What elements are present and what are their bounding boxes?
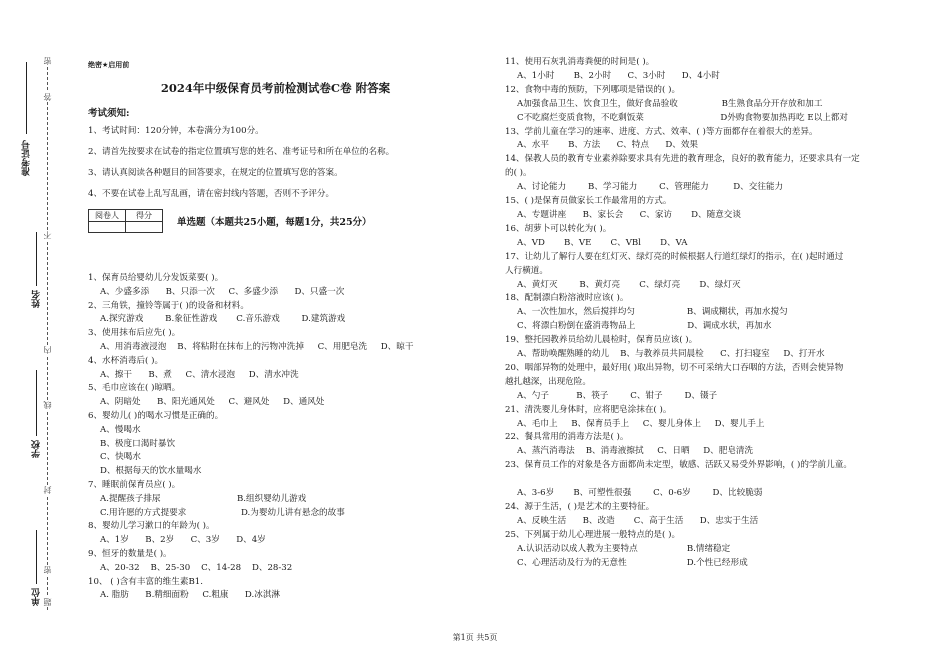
question-item — [505, 251, 925, 293]
answer-options[interactable]: A、20-32 B、25-30 C、14-28 D、28-32 — [100, 562, 293, 573]
question-text: 8、婴幼儿学习漱口的年龄为( )。 — [88, 521, 215, 532]
answer-options[interactable]: C.用许愿的方式提要求 D.为婴幼儿讲有悬念的故事 — [100, 507, 345, 518]
question-item — [88, 300, 463, 328]
answer-options[interactable]: A、帮助唤醒熟睡的幼儿 B、与教养员共同晨检 C、打扫寝室 D、打开水 — [517, 349, 825, 360]
answer-options[interactable]: A、3-6岁 B、可塑性很强 C、0-6岁 D、比较脆弱 — [517, 488, 763, 499]
page-number: 第1页 共5页 — [452, 633, 498, 642]
unit-line[interactable] — [36, 530, 37, 584]
score-row — [88, 208, 463, 234]
question-text: 6、婴幼儿( )的喝水习惯是正确的。 — [88, 410, 224, 421]
exam-number-line[interactable] — [26, 62, 27, 134]
left-column — [88, 56, 463, 603]
seal-dashed-line — [47, 62, 48, 610]
answer-options[interactable]: B、极度口渴时暴饮 — [100, 438, 176, 449]
question-item — [505, 334, 925, 362]
question-item — [505, 362, 925, 404]
question-item — [505, 292, 925, 334]
question-item — [88, 382, 463, 410]
section-title: 单选题（本题共25小题，每题1分，共25分） — [177, 217, 372, 228]
question-item — [88, 272, 463, 300]
question-item — [88, 479, 463, 520]
question-text: 9、恒牙的数量是( )。 — [88, 548, 172, 559]
question-item — [88, 576, 463, 604]
name-line[interactable] — [36, 232, 37, 286]
notice-item: 4、不要在试卷上乱写乱画，请在密封线内答题，否则不予评分。 — [88, 189, 335, 199]
question-text: 10、 ( )含有丰富的维生素B1. — [88, 576, 203, 587]
question-item — [88, 520, 463, 548]
question-item — [88, 327, 463, 355]
notice-item: 1、考试时间：120分钟，本卷满分为100分。 — [88, 126, 264, 136]
notice-heading: 考试须知: — [88, 108, 130, 119]
question-text: 17、让幼儿了解行人要在红灯灭、绿灯亮的时候根据人行道红绿灯的指示，在( )起时通过 — [505, 251, 844, 262]
answer-options[interactable]: A、反映生活 B、改造 C、高于生活 D、忠实于生活 — [517, 515, 759, 526]
question-text: 15、( )是保育员做家长工作最常用的方式。 — [505, 196, 672, 207]
question-text: 3、使用抹布后应先( )。 — [88, 328, 181, 339]
answer-options[interactable]: A、讨论能力 B、学习能力 C、管理能力 D、交往能力 — [517, 182, 784, 193]
answer-options[interactable]: A、一次性加水，然后搅拌均匀 B、调成糊状，再加水搅匀 — [517, 307, 788, 318]
question-text: 24、源于生活，( )是艺术的主要特征。 — [505, 502, 655, 512]
question-item — [505, 56, 925, 84]
right-question-list — [505, 56, 925, 571]
question-item — [505, 529, 925, 571]
answer-options[interactable]: A、蒸汽消毒法 B、消毒液擦拭 C、日晒 D、肥皂清洗 — [517, 446, 754, 457]
answer-options[interactable]: C、快喝水 — [100, 452, 141, 463]
question-text: 1、保育员给婴幼儿分发饭菜要( )。 — [88, 273, 224, 283]
answer-options[interactable]: A、擦干 B、煮 C、清水浸泡 D、清水冲洗 — [100, 369, 299, 380]
answer-options[interactable]: A.认识活动以成人教为主要特点 B.情绪稳定 — [517, 543, 731, 554]
answer-options[interactable]: D、根据每天的饮水量喝水 — [100, 466, 202, 477]
answer-options[interactable]: A、毛巾上 B、保育员手上 C、婴儿身体上 D、婴儿手上 — [517, 418, 765, 429]
binding-strip — [0, 0, 60, 671]
question-text: 20、咽部异物的处理中，最好用( )取出异物，切不可采纳大口吞咽的方法，否则会使异物 — [505, 362, 844, 373]
question-item — [505, 195, 925, 223]
school-label: 学校 — [32, 440, 42, 458]
cut-mark-3: 内 — [43, 346, 52, 354]
question-text: 12、食物中毒的预防，下列哪项是错误的( )。 — [505, 84, 681, 95]
notice-item: 3、请认真阅读各种题目的回答要求，在规定的位置填写您的答案。 — [88, 168, 343, 178]
secret-mark: 绝密★启用前 — [88, 61, 130, 69]
question-text: 2、三角铁，撞铃等属于( )的设备和材料。 — [88, 300, 249, 311]
grader-cell[interactable] — [89, 222, 126, 233]
question-item — [505, 459, 925, 501]
exam-number-label: 准考证号 — [22, 140, 32, 176]
question-text: 14、保教人员的教育专业素养除要求具有先进的教育理念，良好的教育能力，还要求具有一定 — [505, 154, 860, 165]
question-text-continued: 的( )。 — [505, 168, 532, 179]
cut-mark-6: 密 — [43, 566, 52, 574]
question-text-continued: 越扎越深，出现危险。 — [505, 376, 591, 387]
question-text: 23、保育员工作的对象是各方面都尚未定型，敏感、活跃又易受外界影响，( )的学前儿童。 — [505, 460, 852, 471]
question-text: 16、胡萝卜可以转化为( )。 — [505, 223, 612, 234]
question-text: 7、睡眠前保育员应( )。 — [88, 479, 181, 490]
left-question-list — [88, 272, 463, 603]
question-item — [505, 153, 925, 195]
answer-options[interactable]: A加强食品卫生、饮食卫生，做好食品验收 B生熟食品分开存放和加工 — [517, 98, 823, 109]
question-text-continued: 人行横道。 — [505, 265, 548, 276]
question-text: 18、配制漂白粉溶液时应该( )。 — [505, 293, 629, 304]
cut-mark-7: 题 — [43, 598, 52, 606]
question-item — [505, 501, 925, 529]
unit-label: 单位 — [32, 588, 42, 606]
answer-options[interactable]: A. 脂肪 B.精细面粉 C.粗康 D.冰淇淋 — [100, 590, 281, 601]
school-line[interactable] — [36, 370, 37, 436]
cut-mark-5: 封 — [43, 486, 52, 494]
score-header: 得分 — [126, 210, 163, 222]
score-table — [88, 209, 163, 233]
question-item — [505, 84, 925, 126]
answer-options[interactable]: A、黄灯灭 B、黄灯亮 C、绿灯亮 D、绿灯灭 — [517, 279, 741, 290]
question-text: 19、整托园教养员给幼儿晨检时，保育员应该( )。 — [505, 335, 698, 346]
answer-options[interactable]: A、VD B、VE C、VBl D、VA — [517, 237, 688, 248]
answer-options[interactable]: C、心理活动及行为的无意性 D.个性已经形成 — [517, 557, 748, 568]
answer-options[interactable]: A、1小时 B、2小时 C、3小时 D、4小时 — [517, 70, 720, 81]
answer-options[interactable]: A、专题讲座 B、家长会 C、家访 D、随意交谈 — [517, 209, 741, 220]
cut-mark-8: 答 — [43, 93, 52, 101]
answer-options[interactable]: A、慢喝水 — [100, 424, 141, 435]
question-text: 4、水杯消毒后( )。 — [88, 355, 164, 366]
question-item — [505, 126, 925, 154]
question-text: 21、清洗婴儿身体时，应将肥皂涂抹在( )。 — [505, 404, 672, 415]
answer-options[interactable] — [505, 473, 925, 487]
question-item — [505, 431, 925, 459]
grader-header: 阅卷人 — [89, 210, 126, 222]
answer-options[interactable]: C不吃腐烂变质食物，不吃剩饭菜 D外购食物要加热再吃 E以上都对 — [517, 112, 848, 123]
notice-item: 2、请首先按要求在试卷的指定位置填写您的姓名、准考证号和所在单位的名称。 — [88, 147, 395, 157]
answer-options[interactable]: A、勺子 B、筷子 C、钳子 D、镊子 — [517, 390, 718, 401]
cut-mark-4: 线 — [43, 401, 52, 409]
question-text: 13、学前儿童在学习的速率、进度、方式、效率、( )等方面都存在着很大的差异。 — [505, 126, 818, 137]
question-text: 5、毛巾应该在( )晾晒。 — [88, 383, 181, 394]
cut-mark-2: 不 — [43, 231, 52, 239]
answer-options[interactable]: A、水平 B、方法 C、特点 D、效果 — [517, 140, 699, 151]
page-title: 2024年中级保育员考前检测试卷C卷 附答案 — [160, 81, 391, 95]
answer-options[interactable]: A、阴暗处 B、阳光通风处 C、避风处 D、通风处 — [100, 397, 325, 408]
question-text: 25、下列属于幼儿心理进展一般特点的是( )。 — [505, 529, 681, 540]
question-text: 22、餐具常用的消毒方法是( )。 — [505, 432, 629, 443]
question-item — [88, 548, 463, 576]
answer-options[interactable]: A、1岁 B、2岁 C、3岁 D、4岁 — [100, 535, 266, 546]
cut-mark-1: 密 — [43, 57, 52, 65]
answer-options[interactable]: A、用消毒液浸泡 B、将粘附在抹布上的污物冲洗掉 C、用肥皂洗 D、晾干 — [100, 341, 414, 352]
question-item — [505, 404, 925, 432]
right-column — [505, 56, 925, 571]
question-item — [88, 410, 463, 479]
question-text: 11、使用石灰乳消毒粪便的时间是( )。 — [505, 57, 655, 67]
answer-options[interactable]: A、少盛多添 B、只添一次 C、多盛少添 D、只盛一次 — [100, 286, 345, 297]
answer-options[interactable]: C、将漂白粉倒在盛消毒物品上 D、调成水状，再加水 — [517, 321, 772, 332]
question-item — [505, 223, 925, 251]
name-label: 姓名 — [32, 290, 42, 308]
answer-options[interactable]: A.提醒孩子排尿 B.组织婴幼儿游戏 — [100, 493, 307, 504]
answer-options[interactable]: A.探究游戏 B.象征性游戏 C.音乐游戏 D.建筑游戏 — [100, 314, 346, 325]
score-cell[interactable] — [126, 222, 163, 233]
question-item — [88, 355, 463, 383]
